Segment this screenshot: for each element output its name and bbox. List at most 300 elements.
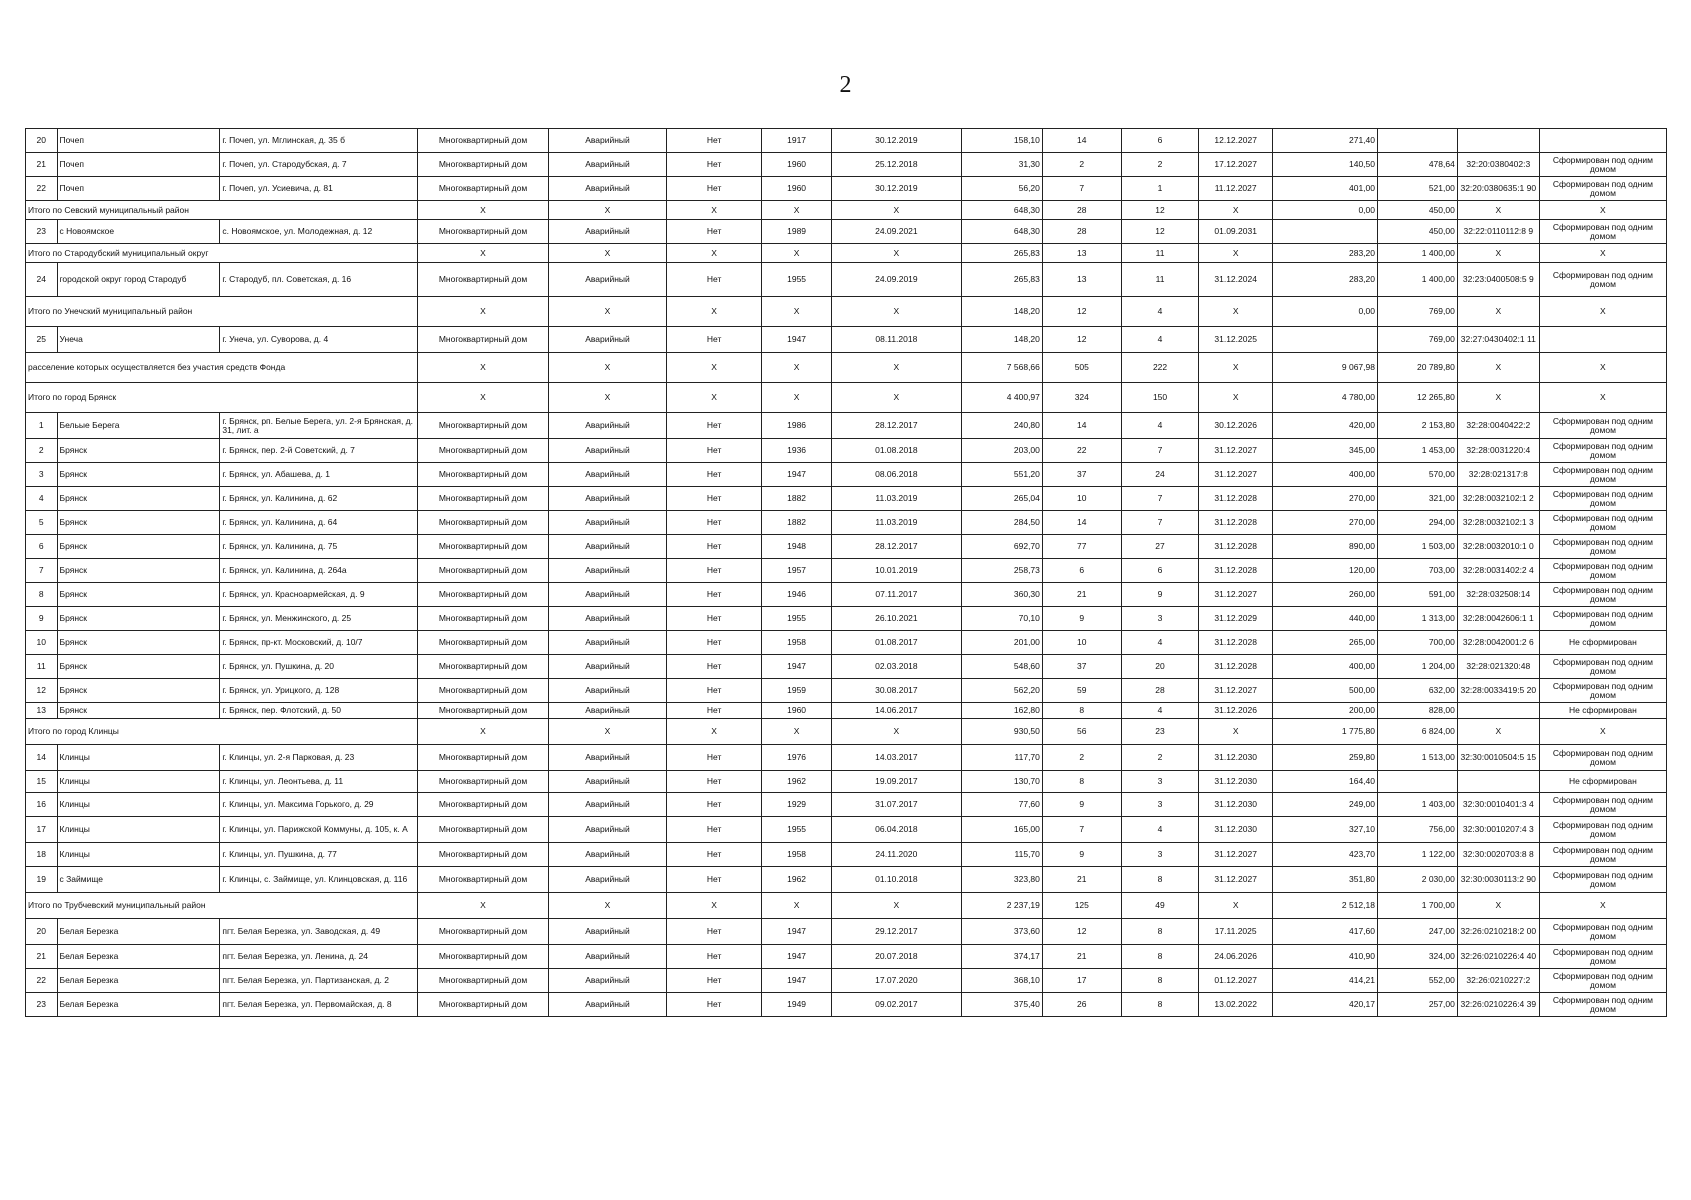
cell-building-type: Многоквартирный дом xyxy=(417,487,548,511)
cell-year-built: 1989 xyxy=(762,220,831,244)
cell-flag: Нет xyxy=(666,129,762,153)
subtotal-row xyxy=(26,893,1667,919)
cell-residents: 37 xyxy=(1042,655,1121,679)
table-row xyxy=(26,745,1667,771)
table-row xyxy=(26,793,1667,817)
cell-cadastral-number: 32:30:0020703:8 8 xyxy=(1457,843,1539,867)
cell-condition: Аварийный xyxy=(549,919,667,945)
cell-amount: 247,00 xyxy=(1377,919,1457,945)
cell-land-status: Сформирован под одним домом xyxy=(1539,487,1666,511)
cell-area: 258,73 xyxy=(962,559,1043,583)
cell-condition: Аварийный xyxy=(549,583,667,607)
cell-apartments: 27 xyxy=(1121,535,1199,559)
cell-settlement: Клинцы xyxy=(57,771,220,793)
cell-resettlement-date: 30.12.2026 xyxy=(1199,413,1273,439)
cell-residents: 21 xyxy=(1042,867,1121,893)
cell-residents: 21 xyxy=(1042,945,1121,969)
cell-address: г. Брянск, рп. Белые Берега, ул. 2-я Брянская, д. 31, лит. а xyxy=(220,413,418,439)
cell-address: пгт. Белая Березка, ул. Заводская, д. 49 xyxy=(220,919,418,945)
cell-area: 130,70 xyxy=(962,771,1043,793)
page-number: 2 xyxy=(839,72,852,98)
cell-resettlement-date: X xyxy=(1199,893,1273,919)
cell-col-6: X xyxy=(666,719,762,745)
cell-settlement: Брянск xyxy=(57,631,220,655)
cell-year-built: 1955 xyxy=(762,607,831,631)
table-row xyxy=(26,220,1667,244)
cell-settlement: Белая Березка xyxy=(57,993,220,1017)
cell-recognition-date: 17.07.2020 xyxy=(831,969,961,993)
cell-area: 375,40 xyxy=(962,993,1043,1017)
cell-building-type: Многоквартирный дом xyxy=(417,177,548,201)
cell-year-built: 1929 xyxy=(762,793,831,817)
cell-area: 2 237,19 xyxy=(962,893,1043,919)
cell-apartments: 3 xyxy=(1121,843,1199,867)
cell-condition: Аварийный xyxy=(549,607,667,631)
cell-building-type: Многоквартирный дом xyxy=(417,993,548,1017)
cell-cadastral-number: 32:28:0033419:5 20 xyxy=(1457,679,1539,703)
cell-land-status: X xyxy=(1539,353,1666,383)
cell-area: 284,50 xyxy=(962,511,1043,535)
cell-flag: Нет xyxy=(666,631,762,655)
cell-residents: 9 xyxy=(1042,607,1121,631)
cell-flag: Нет xyxy=(666,817,762,843)
table-row xyxy=(26,439,1667,463)
cell-area: 374,17 xyxy=(962,945,1043,969)
cell-apartments: 24 xyxy=(1121,463,1199,487)
cell-land-status xyxy=(1539,129,1666,153)
cell-condition: Аварийный xyxy=(549,263,667,297)
cell-amount: 1 403,00 xyxy=(1377,793,1457,817)
cell-cost: 260,00 xyxy=(1272,583,1377,607)
cell-col-7: X xyxy=(762,353,831,383)
cell-settlement: Клинцы xyxy=(57,817,220,843)
cell-recognition-date: 02.03.2018 xyxy=(831,655,961,679)
cell-cadastral-number: 32:30:0010207:4 3 xyxy=(1457,817,1539,843)
cell-cadastral-number: 32:28:032508:14 xyxy=(1457,583,1539,607)
cell-resettlement-date: 31.12.2028 xyxy=(1199,511,1273,535)
cell-building-type: Многоквартирный дом xyxy=(417,463,548,487)
cell-cost: 120,00 xyxy=(1272,559,1377,583)
cell-cost: 200,00 xyxy=(1272,703,1377,719)
cell-recognition-date: 25.12.2018 xyxy=(831,153,961,177)
cell-row-number: 10 xyxy=(26,631,58,655)
cell-recognition-date: 24.09.2019 xyxy=(831,263,961,297)
cell-cost: 890,00 xyxy=(1272,535,1377,559)
cell-flag: Нет xyxy=(666,583,762,607)
cell-residents: 22 xyxy=(1042,439,1121,463)
cell-settlement: Брянск xyxy=(57,559,220,583)
cell-col-8: X xyxy=(831,297,961,327)
cell-residents: 14 xyxy=(1042,511,1121,535)
cell-amount: 700,00 xyxy=(1377,631,1457,655)
cell-land-status: X xyxy=(1539,297,1666,327)
cell-building-type: Многоквартирный дом xyxy=(417,867,548,893)
cell-resettlement-date: 31.12.2028 xyxy=(1199,631,1273,655)
cell-cost: 414,21 xyxy=(1272,969,1377,993)
cell-row-number: 24 xyxy=(26,263,58,297)
cell-resettlement-date: 11.12.2027 xyxy=(1199,177,1273,201)
cell-land-status: Сформирован под одним домом xyxy=(1539,583,1666,607)
table-row xyxy=(26,843,1667,867)
cell-settlement: Почеп xyxy=(57,177,220,201)
cell-resettlement-date: 31.12.2028 xyxy=(1199,655,1273,679)
cell-apartments: 49 xyxy=(1121,893,1199,919)
cell-amount: 1 513,00 xyxy=(1377,745,1457,771)
table-row xyxy=(26,583,1667,607)
cell-recognition-date: 01.08.2018 xyxy=(831,439,961,463)
cell-building-type: Многоквартирный дом xyxy=(417,703,548,719)
cell-resettlement-date: X xyxy=(1199,297,1273,327)
cell-apartments: 222 xyxy=(1121,353,1199,383)
cell-cadastral-number: 32:28:021320:48 xyxy=(1457,655,1539,679)
cell-residents: 8 xyxy=(1042,703,1121,719)
cell-land-status: Сформирован под одним домом xyxy=(1539,177,1666,201)
cell-area: 165,00 xyxy=(962,817,1043,843)
cell-cadastral-number: 32:26:0210218:2 00 xyxy=(1457,919,1539,945)
cell-condition: Аварийный xyxy=(549,511,667,535)
cell-year-built: 1917 xyxy=(762,129,831,153)
table-row xyxy=(26,463,1667,487)
cell-year-built: 1959 xyxy=(762,679,831,703)
cell-settlement: Клинцы xyxy=(57,745,220,771)
cell-building-type: Многоквартирный дом xyxy=(417,413,548,439)
cell-land-status: Сформирован под одним домом xyxy=(1539,793,1666,817)
cell-settlement: с Новоямское xyxy=(57,220,220,244)
cell-row-number: 6 xyxy=(26,535,58,559)
cell-apartments: 2 xyxy=(1121,153,1199,177)
cell-residents: 12 xyxy=(1042,327,1121,353)
cell-year-built: 1882 xyxy=(762,511,831,535)
cell-land-status: Сформирован под одним домом xyxy=(1539,867,1666,893)
cell-land-status: Сформирован под одним домом xyxy=(1539,655,1666,679)
cell-flag: Нет xyxy=(666,263,762,297)
cell-land-status: Не сформирован xyxy=(1539,631,1666,655)
cell-col-4: X xyxy=(417,353,548,383)
cell-col-5: X xyxy=(549,383,667,413)
cell-building-type: Многоквартирный дом xyxy=(417,919,548,945)
cell-apartments: 4 xyxy=(1121,703,1199,719)
table-row xyxy=(26,263,1667,297)
cell-recognition-date: 29.12.2017 xyxy=(831,919,961,945)
cell-apartments: 7 xyxy=(1121,511,1199,535)
cell-year-built: 1949 xyxy=(762,993,831,1017)
cell-area: 70,10 xyxy=(962,607,1043,631)
cell-recognition-date: 14.03.2017 xyxy=(831,745,961,771)
cell-resettlement-date: X xyxy=(1199,244,1273,263)
cell-condition: Аварийный xyxy=(549,679,667,703)
cell-address: г. Клинцы, ул. Парижской Коммуны, д. 105, к. А xyxy=(220,817,418,843)
cell-residents: 324 xyxy=(1042,383,1121,413)
cell-building-type: Многоквартирный дом xyxy=(417,745,548,771)
cell-resettlement-date: 31.12.2030 xyxy=(1199,745,1273,771)
cell-residents: 505 xyxy=(1042,353,1121,383)
cell-cadastral-number: 32:23:0400508:5 9 xyxy=(1457,263,1539,297)
cell-cadastral-number: 32:28:0032102:1 2 xyxy=(1457,487,1539,511)
cell-resettlement-date: 31.12.2028 xyxy=(1199,559,1273,583)
cell-apartments: 2 xyxy=(1121,745,1199,771)
table-row xyxy=(26,129,1667,153)
table-row xyxy=(26,945,1667,969)
table-row xyxy=(26,327,1667,353)
cell-land-status: Не сформирован xyxy=(1539,771,1666,793)
cell-land-status: Сформирован под одним домом xyxy=(1539,559,1666,583)
cell-settlement: Клинцы xyxy=(57,793,220,817)
cell-recognition-date: 14.06.2017 xyxy=(831,703,961,719)
register-body xyxy=(26,129,1667,1017)
cell-area: 551,20 xyxy=(962,463,1043,487)
cell-resettlement-date: 31.12.2026 xyxy=(1199,703,1273,719)
cell-address: г. Брянск, пер. Флотский, д. 50 xyxy=(220,703,418,719)
cell-year-built: 1882 xyxy=(762,487,831,511)
cell-residents: 17 xyxy=(1042,969,1121,993)
cell-flag: Нет xyxy=(666,413,762,439)
cell-building-type: Многоквартирный дом xyxy=(417,793,548,817)
table-row xyxy=(26,993,1667,1017)
cell-row-number: 15 xyxy=(26,771,58,793)
cell-residents: 8 xyxy=(1042,771,1121,793)
cell-recognition-date: 01.08.2017 xyxy=(831,631,961,655)
cell-address: г. Клинцы, с. Займище, ул. Клинцовская, д. 116 xyxy=(220,867,418,893)
cell-cadastral-number: 32:20:0380402:3 xyxy=(1457,153,1539,177)
cell-row-number: 17 xyxy=(26,817,58,843)
cell-land-status: Сформирован под одним домом xyxy=(1539,535,1666,559)
cell-amount: 570,00 xyxy=(1377,463,1457,487)
cell-amount: 591,00 xyxy=(1377,583,1457,607)
cell-recognition-date: 28.12.2017 xyxy=(831,413,961,439)
cell-area: 240,80 xyxy=(962,413,1043,439)
cell-building-type: Многоквартирный дом xyxy=(417,263,548,297)
cell-year-built: 1960 xyxy=(762,153,831,177)
cell-amount: 828,00 xyxy=(1377,703,1457,719)
cell-apartments: 20 xyxy=(1121,655,1199,679)
cell-row-number: 12 xyxy=(26,679,58,703)
cell-col-6: X xyxy=(666,893,762,919)
cell-land-status: Сформирован под одним домом xyxy=(1539,511,1666,535)
cell-recognition-date: 28.12.2017 xyxy=(831,535,961,559)
cell-amount: 294,00 xyxy=(1377,511,1457,535)
cell-cadastral-number: 32:28:0032010:1 0 xyxy=(1457,535,1539,559)
cell-building-type: Многоквартирный дом xyxy=(417,583,548,607)
cell-settlement: Почеп xyxy=(57,129,220,153)
cell-address: г. Брянск, ул. Калинина, д. 62 xyxy=(220,487,418,511)
cell-condition: Аварийный xyxy=(549,153,667,177)
cell-resettlement-date: 31.12.2024 xyxy=(1199,263,1273,297)
cell-settlement: Брянск xyxy=(57,511,220,535)
cell-col-6: X xyxy=(666,201,762,220)
cell-cost: 270,00 xyxy=(1272,487,1377,511)
cell-recognition-date: 30.12.2019 xyxy=(831,129,961,153)
cell-residents: 56 xyxy=(1042,719,1121,745)
cell-condition: Аварийный xyxy=(549,703,667,719)
cell-flag: Нет xyxy=(666,607,762,631)
cell-flag: Нет xyxy=(666,793,762,817)
cell-year-built: 1947 xyxy=(762,919,831,945)
cell-land-status: X xyxy=(1539,201,1666,220)
cell-apartments: 1 xyxy=(1121,177,1199,201)
subtotal-label: расселение которых осуществляется без участия средств Фонда xyxy=(26,353,418,383)
cell-condition: Аварийный xyxy=(549,535,667,559)
cell-col-5: X xyxy=(549,244,667,263)
cell-recognition-date: 06.04.2018 xyxy=(831,817,961,843)
cell-address: пгт. Белая Березка, ул. Первомайская, д. 8 xyxy=(220,993,418,1017)
cell-cadastral-number xyxy=(1457,703,1539,719)
cell-row-number: 20 xyxy=(26,919,58,945)
table-row xyxy=(26,559,1667,583)
table-row xyxy=(26,177,1667,201)
cell-resettlement-date: 31.12.2028 xyxy=(1199,487,1273,511)
cell-resettlement-date: 13.02.2022 xyxy=(1199,993,1273,1017)
cell-apartments: 6 xyxy=(1121,129,1199,153)
cell-col-4: X xyxy=(417,719,548,745)
cell-land-status: X xyxy=(1539,244,1666,263)
cell-residents: 59 xyxy=(1042,679,1121,703)
cell-amount: 20 789,80 xyxy=(1377,353,1457,383)
cell-area: 117,70 xyxy=(962,745,1043,771)
cell-area: 148,20 xyxy=(962,297,1043,327)
cell-resettlement-date: X xyxy=(1199,353,1273,383)
cell-amount: 2 030,00 xyxy=(1377,867,1457,893)
cell-resettlement-date: 01.09.2031 xyxy=(1199,220,1273,244)
cell-year-built: 1947 xyxy=(762,969,831,993)
cell-resettlement-date: 17.12.2027 xyxy=(1199,153,1273,177)
cell-condition: Аварийный xyxy=(549,439,667,463)
cell-cadastral-number: X xyxy=(1457,297,1539,327)
cell-cost: 140,50 xyxy=(1272,153,1377,177)
cell-apartments: 12 xyxy=(1121,220,1199,244)
cell-settlement: Почеп xyxy=(57,153,220,177)
cell-recognition-date: 11.03.2019 xyxy=(831,487,961,511)
cell-land-status: Сформирован под одним домом xyxy=(1539,843,1666,867)
cell-area: 31,30 xyxy=(962,153,1043,177)
subtotal-row xyxy=(26,719,1667,745)
cell-row-number: 23 xyxy=(26,220,58,244)
cell-residents: 14 xyxy=(1042,413,1121,439)
cell-amount xyxy=(1377,129,1457,153)
cell-cost: 440,00 xyxy=(1272,607,1377,631)
cell-flag: Нет xyxy=(666,439,762,463)
cell-residents: 13 xyxy=(1042,263,1121,297)
cell-cost: 327,10 xyxy=(1272,817,1377,843)
cell-resettlement-date: 31.12.2030 xyxy=(1199,793,1273,817)
cell-amount: 321,00 xyxy=(1377,487,1457,511)
cell-condition: Аварийный xyxy=(549,745,667,771)
cell-area: 548,60 xyxy=(962,655,1043,679)
cell-cadastral-number: 32:26:0210226:4 40 xyxy=(1457,945,1539,969)
cell-settlement: Брянск xyxy=(57,439,220,463)
cell-residents: 37 xyxy=(1042,463,1121,487)
cell-resettlement-date: X xyxy=(1199,201,1273,220)
cell-cost: 283,20 xyxy=(1272,244,1377,263)
cell-amount: 1 400,00 xyxy=(1377,263,1457,297)
cell-condition: Аварийный xyxy=(549,631,667,655)
cell-cadastral-number: X xyxy=(1457,244,1539,263)
cell-residents: 13 xyxy=(1042,244,1121,263)
cell-cadastral-number: X xyxy=(1457,201,1539,220)
cell-recognition-date: 31.07.2017 xyxy=(831,793,961,817)
cell-flag: Нет xyxy=(666,771,762,793)
cell-address: г. Почеп, ул. Мглинская, д. 35 б xyxy=(220,129,418,153)
cell-settlement: Белая Березка xyxy=(57,945,220,969)
cell-area: 77,60 xyxy=(962,793,1043,817)
cell-cost: 271,40 xyxy=(1272,129,1377,153)
cell-recognition-date: 30.12.2019 xyxy=(831,177,961,201)
cell-flag: Нет xyxy=(666,655,762,679)
cell-cadastral-number: 32:26:0210227:2 xyxy=(1457,969,1539,993)
cell-row-number: 4 xyxy=(26,487,58,511)
cell-building-type: Многоквартирный дом xyxy=(417,327,548,353)
cell-cost: 345,00 xyxy=(1272,439,1377,463)
table-row xyxy=(26,919,1667,945)
cell-resettlement-date: 17.11.2025 xyxy=(1199,919,1273,945)
cell-flag: Нет xyxy=(666,559,762,583)
cell-cadastral-number: 32:28:0042001:2 6 xyxy=(1457,631,1539,655)
cell-residents: 7 xyxy=(1042,177,1121,201)
cell-recognition-date: 24.11.2020 xyxy=(831,843,961,867)
cell-flag: Нет xyxy=(666,919,762,945)
cell-row-number: 5 xyxy=(26,511,58,535)
cell-resettlement-date: X xyxy=(1199,719,1273,745)
cell-row-number: 13 xyxy=(26,703,58,719)
cell-land-status: Сформирован под одним домом xyxy=(1539,220,1666,244)
cell-land-status: Сформирован под одним домом xyxy=(1539,679,1666,703)
cell-building-type: Многоквартирный дом xyxy=(417,655,548,679)
cell-col-7: X xyxy=(762,244,831,263)
cell-building-type: Многоквартирный дом xyxy=(417,945,548,969)
cell-residents: 6 xyxy=(1042,559,1121,583)
cell-row-number: 21 xyxy=(26,153,58,177)
cell-condition: Аварийный xyxy=(549,969,667,993)
cell-cadastral-number: 32:30:0010504:5 15 xyxy=(1457,745,1539,771)
cell-condition: Аварийный xyxy=(549,793,667,817)
cell-area: 648,30 xyxy=(962,220,1043,244)
cell-area: 323,80 xyxy=(962,867,1043,893)
cell-row-number: 2 xyxy=(26,439,58,463)
cell-apartments: 8 xyxy=(1121,993,1199,1017)
cell-residents: 10 xyxy=(1042,631,1121,655)
cell-apartments: 6 xyxy=(1121,559,1199,583)
cell-row-number: 16 xyxy=(26,793,58,817)
cell-apartments: 3 xyxy=(1121,771,1199,793)
cell-building-type: Многоквартирный дом xyxy=(417,607,548,631)
cell-apartments: 8 xyxy=(1121,945,1199,969)
table-row xyxy=(26,867,1667,893)
cell-row-number: 19 xyxy=(26,867,58,893)
cell-cost: 2 512,18 xyxy=(1272,893,1377,919)
cell-land-status: Сформирован под одним домом xyxy=(1539,439,1666,463)
cell-cost: 500,00 xyxy=(1272,679,1377,703)
cell-flag: Нет xyxy=(666,487,762,511)
cell-row-number: 11 xyxy=(26,655,58,679)
cell-cadastral-number: 32:28:0031402:2 4 xyxy=(1457,559,1539,583)
cell-area: 148,20 xyxy=(962,327,1043,353)
cell-address: г. Клинцы, ул. 2-я Парковая, д. 23 xyxy=(220,745,418,771)
cell-address: г. Клинцы, ул. Леонтьева, д. 11 xyxy=(220,771,418,793)
table-row xyxy=(26,655,1667,679)
cell-residents: 77 xyxy=(1042,535,1121,559)
cell-col-8: X xyxy=(831,353,961,383)
cell-cost: 270,00 xyxy=(1272,511,1377,535)
cell-residents: 9 xyxy=(1042,843,1121,867)
cell-cadastral-number: 32:28:0042606:1 1 xyxy=(1457,607,1539,631)
cell-building-type: Многоквартирный дом xyxy=(417,771,548,793)
cell-settlement: городской округ город Стародуб xyxy=(57,263,220,297)
cell-col-4: X xyxy=(417,893,548,919)
cell-resettlement-date: 31.12.2030 xyxy=(1199,817,1273,843)
subtotal-row xyxy=(26,353,1667,383)
cell-col-6: X xyxy=(666,383,762,413)
cell-amount: 552,00 xyxy=(1377,969,1457,993)
cell-resettlement-date: 31.12.2027 xyxy=(1199,583,1273,607)
